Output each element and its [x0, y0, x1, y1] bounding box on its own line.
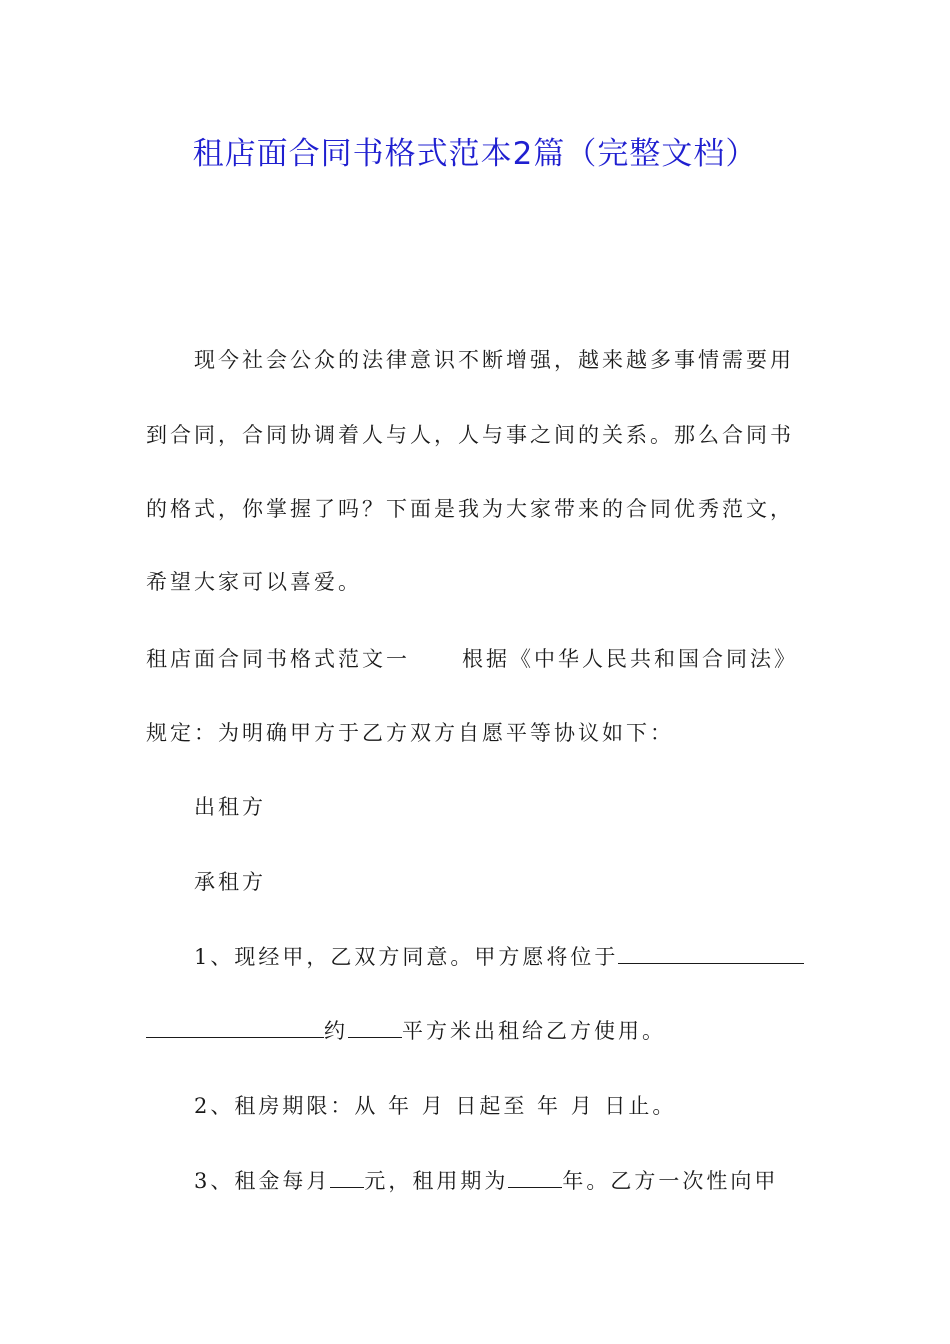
- section-heading-cont: 根据《中华人民共和国合同法》: [462, 647, 798, 671]
- clause-1-about: 约: [324, 1019, 348, 1043]
- area-blank: [348, 1017, 402, 1038]
- lessee-label: 承租方: [194, 870, 266, 894]
- rule-line: 规定：为明确甲方于乙方双方自愿平等协议如下：: [146, 721, 674, 745]
- rent-blank: [330, 1167, 364, 1188]
- clause-3-line-1: [194, 1166, 810, 1196]
- lessor-label: 出租方: [194, 795, 266, 819]
- intro-line-2: 到合同，合同协调着人与人，人与事之间的关系。那么合同书: [146, 423, 794, 447]
- section-heading: 租店面合同书格式范文一: [146, 647, 410, 671]
- clause-1-area-text: 平方米出租给乙方使用。: [402, 1019, 666, 1043]
- location-blank-cont: [146, 1017, 324, 1038]
- clause-1-line-1: [194, 942, 810, 972]
- clause-1-text: 1、现经甲，乙双方同意。甲方愿将位于: [194, 945, 619, 969]
- clause-3-term-text: 元，租用期为: [364, 1169, 509, 1193]
- location-blank: [618, 943, 804, 964]
- document-title: 租店面合同书格式范本2篇（完整文档）: [192, 136, 758, 172]
- clause-3-rent-text: 3、租金每月: [194, 1169, 331, 1193]
- clause-1-line-2: [146, 1016, 810, 1046]
- section-heading-line: [146, 644, 810, 674]
- term-blank: [508, 1167, 562, 1188]
- clause-2: 2、租房期限：从 年 月 日起至 年 月 日止。: [194, 1094, 677, 1118]
- intro-line-1: 现今社会公众的法律意识不断增强，越来越多事情需要用: [194, 348, 794, 372]
- clause-3-payment-text: 年。乙方一次性向甲: [562, 1169, 779, 1193]
- intro-line-3: 的格式，你掌握了吗？下面是我为大家带来的合同优秀范文，: [146, 497, 794, 521]
- intro-line-4: 希望大家可以喜爱。: [146, 570, 362, 594]
